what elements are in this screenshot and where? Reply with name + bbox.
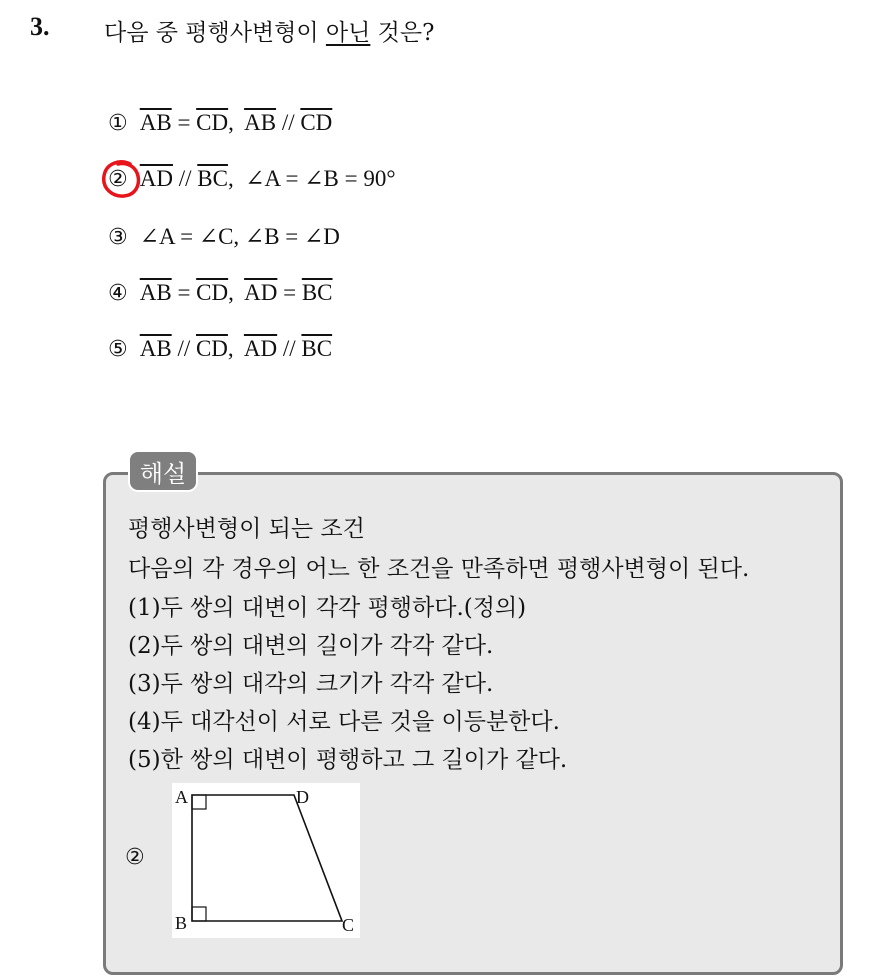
option-5[interactable] [108, 336, 332, 362]
segment-label: $\overline{BC}$ [301, 336, 333, 361]
question-text-after: 것은? [370, 20, 435, 46]
segment-label: $\overline{BC}$ [301, 280, 333, 305]
explanation-line: 평행사변형이 되는 조건 [128, 516, 365, 542]
segment-label: $\overline{AB}$ [139, 280, 172, 305]
operator: // [277, 336, 302, 361]
option-number: ⑤ [108, 337, 128, 362]
question-text [104, 14, 434, 47]
segment-label: $\overline{AD}$ [243, 336, 278, 361]
operator: // [172, 166, 198, 191]
angle-condition: ∠A = ∠C, ∠B = ∠D [139, 224, 340, 249]
explanation-line: (3)두 쌍의 대각의 크기가 각각 같다. [128, 671, 494, 697]
option-number: ③ [108, 225, 128, 250]
option-3[interactable] [108, 224, 340, 250]
vertex-label-c: C [342, 915, 355, 935]
right-angle-mark-a [192, 795, 206, 809]
operator: = [171, 280, 197, 305]
segment-label: $\overline{CD}$ [196, 110, 229, 135]
operator: = [171, 110, 197, 135]
option-4[interactable] [108, 280, 333, 306]
segment-label: $\overline{AB}$ [139, 336, 172, 361]
option-number: ② [108, 167, 128, 192]
question-text-underlined: 아닌 [325, 20, 371, 46]
option-2[interactable] [108, 166, 396, 192]
segment-label: $\overline{CD}$ [195, 336, 228, 361]
angle-condition: , ∠A = ∠B = 90° [227, 166, 396, 191]
question-text-before: 다음 중 평행사변형이 [104, 20, 326, 46]
explanation-tag: 해설 [128, 450, 198, 492]
separator: , [228, 110, 245, 135]
explanation-line: 다음의 각 경우의 어느 한 조건을 만족하면 평행사변형이 된다. [128, 556, 750, 582]
explanation-line: (1)두 쌍의 대변이 각각 평행하다.(정의) [128, 595, 527, 621]
separator: , [228, 280, 245, 305]
segment-label: $\overline{AD}$ [139, 166, 173, 191]
explanation-line: (4)두 대각선이 서로 다른 것을 이등분한다. [128, 709, 560, 735]
option-number: ① [108, 111, 128, 136]
vertex-label-b: B [175, 913, 188, 933]
segment-label: $\overline{BC}$ [197, 166, 228, 191]
operator: = [277, 280, 302, 305]
segment-label: $\overline{CD}$ [196, 280, 229, 305]
separator: , [227, 336, 244, 361]
segment-label: $\overline{AB}$ [139, 110, 172, 135]
segment-label: $\overline{AD}$ [244, 280, 278, 305]
right-angle-mark-b [192, 907, 206, 921]
vertex-label-d: D [296, 787, 309, 807]
option-1[interactable] [108, 110, 332, 136]
segment-label: $\overline{CD}$ [300, 110, 333, 135]
operator: // [171, 336, 196, 361]
trapezoid-shape [192, 795, 342, 921]
figure-label: ② [125, 845, 145, 870]
vertex-label-a: A [175, 787, 188, 807]
explanation-line: (5)한 쌍의 대변이 평행하고 그 길이가 같다. [128, 747, 568, 773]
answer-circle-mark-icon [100, 158, 142, 200]
trapezoid-figure [172, 783, 360, 938]
option-number: ④ [108, 281, 128, 306]
explanation-line: (2)두 쌍의 대변의 길이가 각각 같다. [128, 633, 494, 659]
segment-label: $\overline{AB}$ [244, 110, 277, 135]
question-number: 3. [30, 12, 50, 41]
operator: // [276, 110, 301, 135]
